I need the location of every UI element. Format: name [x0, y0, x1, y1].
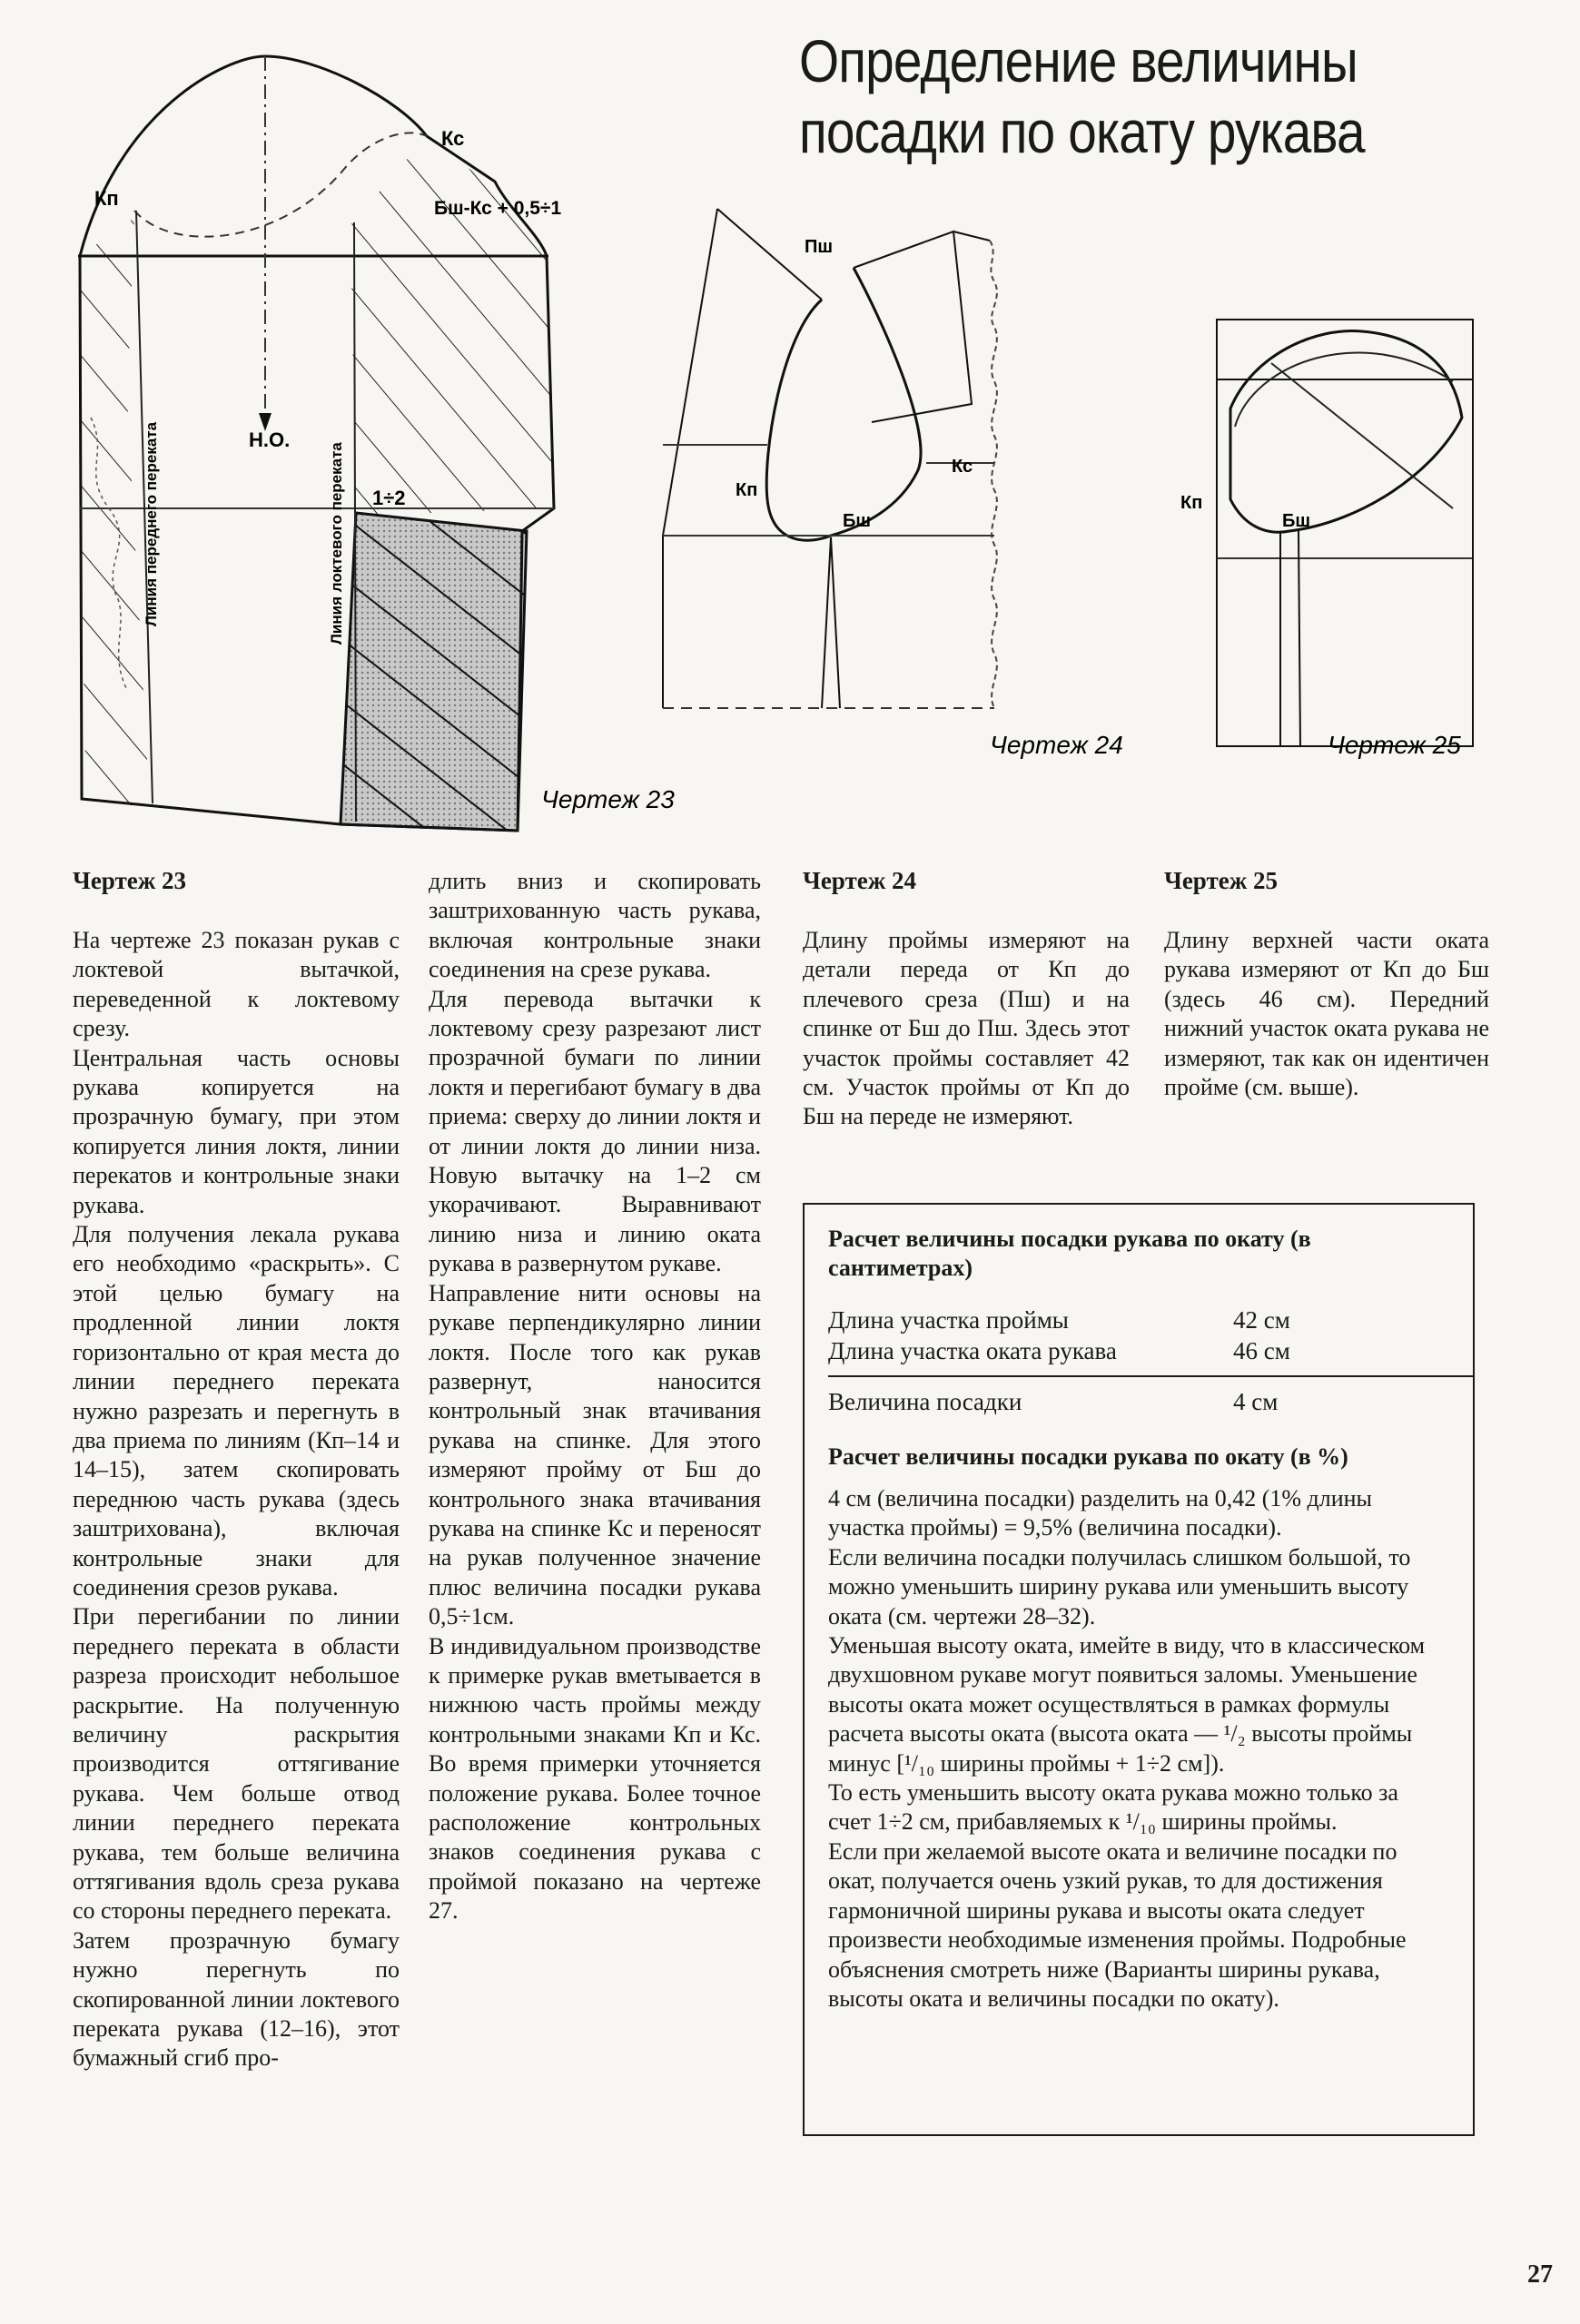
fig23-caption: Чертеж 23 [541, 785, 675, 813]
armhole-curve [766, 268, 921, 540]
figure-25 [1180, 309, 1562, 781]
fig25-caption: Чертеж 25 [1328, 731, 1461, 759]
col2-para: Для перевода вытачки к локтевому срезу разрезают лист прозрачной бумаги по линии локтя и перегибают бумагу в два приема: сверху до линии локтя и от линии локтя до линии низа. Новую вытачку на 1–2 см укорачивают. Выравнивают линию низа и линию оката рукава в развернутом рукаве. [429, 985, 761, 1277]
title-line-1: Определение величины [799, 27, 1358, 94]
calc-row-value: 46 см [1233, 1337, 1290, 1364]
col1-para: При перегибании по линии переднего переката в области разреза происходит небольшое раскрытие. На полученную величину раскрытия производится оттягивание рукава. Чем больше отвод линии переднего переката рукава, тем больше величина оттягивания вдоль среза рукава со стороны переднего переката. [73, 1603, 400, 1925]
calc-row [828, 1335, 1446, 1366]
column-4 [1164, 867, 1489, 1102]
calc-row-label: Длина участка оката рукава [828, 1337, 1117, 1364]
title-line-2: посадки по окату рукава [799, 98, 1365, 165]
box-heading-percent: Расчет величины посадки рукава по окату (в %) [828, 1443, 1348, 1470]
fig23-label-kp: Кп [94, 187, 119, 210]
fig23-label-elbow-line: Линия локтевого переката [328, 442, 345, 645]
col2-text [429, 867, 761, 1926]
fig24-label-bsh: Бш [843, 511, 872, 531]
col3-heading: Чертеж 24 [803, 867, 917, 894]
box-para: Уменьшая высоту оката, имейте в виду, что в классическом двухшовном рукаве могут появиться заломы. Уменьшение высоты оката может осуществляться в рамках формулы расчета высоты оката (высота оката — ¹/₂ высоты проймы минус [¹/₁₀ ширины проймы + 1÷2 см]). [828, 1632, 1426, 1777]
col3-text: Длину проймы измеряют на детали переда от Кп до плечевого среза (Пш) и на спинке от Бш до Пш. Здесь этот участок проймы составляет 42 см. Участок проймы от Кп до Бш на переде не измеряют. [803, 927, 1130, 1130]
col2-para: В индивидуальном производстве к примерке рукав вметывается в нижнюю часть проймы между контрольными знаками Кп и Кс. Во время примерки уточняется положение рукава. Более точное расположение контрольных знаков соединения рукава с проймой показано на чертеже 27. [429, 1632, 761, 1925]
col1-para: На чертеже 23 показан рукав с локтевой вытачкой, переведенной к локтевому срезу. [73, 927, 400, 1042]
calculation-box [803, 1203, 1475, 2136]
column-2 [429, 867, 761, 1926]
col1-para: Затем прозрачную бумагу нужно перегнуть по скопированной линии локтевого переката рукава (12–16), этот бумажный сгиб про- [73, 1926, 400, 2072]
box-para: То есть уменьшить высоту оката рукава можно только за счет 1÷2 см, прибавляемых к ¹/₁₀ ширины проймы. [828, 1779, 1398, 1836]
box-para: Если величина посадки получилась слишком большой, то можно уменьшить ширину рукава или уменьшить высоту оката (см. чертежи 28–32). [828, 1543, 1411, 1630]
calc-result-label: Величина посадки [828, 1388, 1022, 1415]
col1-text [73, 926, 400, 2073]
page-number: 27 [1527, 2260, 1553, 2289]
shaded-dart-outline [341, 513, 527, 831]
col4-heading: Чертеж 25 [1164, 867, 1279, 894]
fig23-label-ratio: 1÷2 [372, 487, 406, 509]
calc-row-value: 42 см [1233, 1306, 1290, 1334]
fig25-cap-curve [1230, 330, 1462, 532]
back-hatched-area [351, 136, 554, 516]
col2-para: Направление нити основы на рукаве перпендикулярно линии локтя. После того как рукав развернут, наносится контрольный знак втачивания рукава на спинке. Для этого измеряют пройму от Бш до контрольного знака втачивания рукава на спинке Кс и переносят на рукав полученное значение плюс величина посадки рукава 0,5÷1см. [429, 1279, 761, 1630]
calc-result-value: 4 см [1233, 1388, 1279, 1415]
side-seam-back [831, 537, 840, 708]
fig25-under-cap [1235, 353, 1453, 427]
col2-para: длить вниз и скопировать заштрихованную часть рукава, включая контрольные знаки соединения на срезе рукава. [429, 868, 761, 983]
box-para: Если при желаемой высоте оката и величине посадки по окат, получается очень узкий рукав, то для достижения гармоничной ширины рукава и высоты оката следует произвести необходимые изменения проймы. Подробные объяснения смотреть ниже (Варианты ширины рукава, высоты оката и величины посадки по окату). [828, 1837, 1407, 2012]
back-neck-line [953, 231, 990, 241]
fig24-label-psh: Пш [805, 237, 834, 257]
column-3 [803, 867, 1130, 1132]
fig23-label-formula: Бш-Кс + 0,5÷1 [434, 198, 562, 219]
box-text [828, 1484, 1446, 2014]
calc-result-row [828, 1386, 1446, 1417]
fig25-vertical-2 [1299, 531, 1300, 746]
page-title [799, 25, 1455, 167]
box-heading-cm: Расчет величины посадки рукава по окату (в сантиметрах) [828, 1226, 1311, 1281]
col1-heading: Чертеж 23 [73, 867, 187, 894]
col4-text: Длину верхней части оката рукава измеряют от Кп до Бш (здесь 46 см). Передний нижний участок оката рукава не измеряют, так как он идентичен пройме (см. выше). [1164, 927, 1489, 1101]
calc-row-label: Длина участка проймы [828, 1306, 1069, 1334]
box-para: 4 см (величина посадки) разделить на 0,42 (1% длины участка проймы) = 9,5% (величина посадки). [828, 1485, 1373, 1541]
back-center-edge [990, 241, 997, 708]
fig25-label-kp: Кп [1180, 493, 1203, 513]
fig23-label-front-line: Линия переднего переката [143, 421, 160, 626]
fig25-frame [1217, 320, 1473, 746]
fig25-label-bsh: Бш [1282, 511, 1311, 531]
fig24-caption: Чертеж 24 [990, 731, 1123, 759]
back-shoulder-piece [854, 231, 972, 422]
fig25-diagonal [1271, 363, 1453, 508]
figure-24 [627, 200, 1171, 781]
fig23-label-no: Н.О. [249, 428, 291, 451]
calc-divider [828, 1375, 1473, 1377]
front-side-line [663, 209, 717, 708]
fig23-label-kc: Кс [441, 127, 465, 150]
calc-row [828, 1305, 1446, 1335]
side-seam-front [822, 537, 831, 708]
col1-para: Для получения лекала рукава его необходимо «раскрыть». С этой целью бумагу на продленной линии локтя горизонтально от края места до линии переднего переката нужно разрезать и перегнуть в два приема по линиям (Кп–14 и 14–15), затем скопировать переднюю часть рукава (здесь заштрихована), включая контрольные знаки для соединения срезов рукава. [73, 1221, 400, 1600]
column-1 [73, 867, 400, 2073]
fig24-label-kc: Кс [952, 457, 973, 477]
calc-table [828, 1305, 1446, 1417]
fig24-label-kp: Кп [736, 480, 758, 500]
col1-para: Центральная часть основы рукава копируется на прозрачную бумагу, при этом копируется линия локтя, линии перекатов и контрольные знаки рукава. [73, 1044, 400, 1218]
